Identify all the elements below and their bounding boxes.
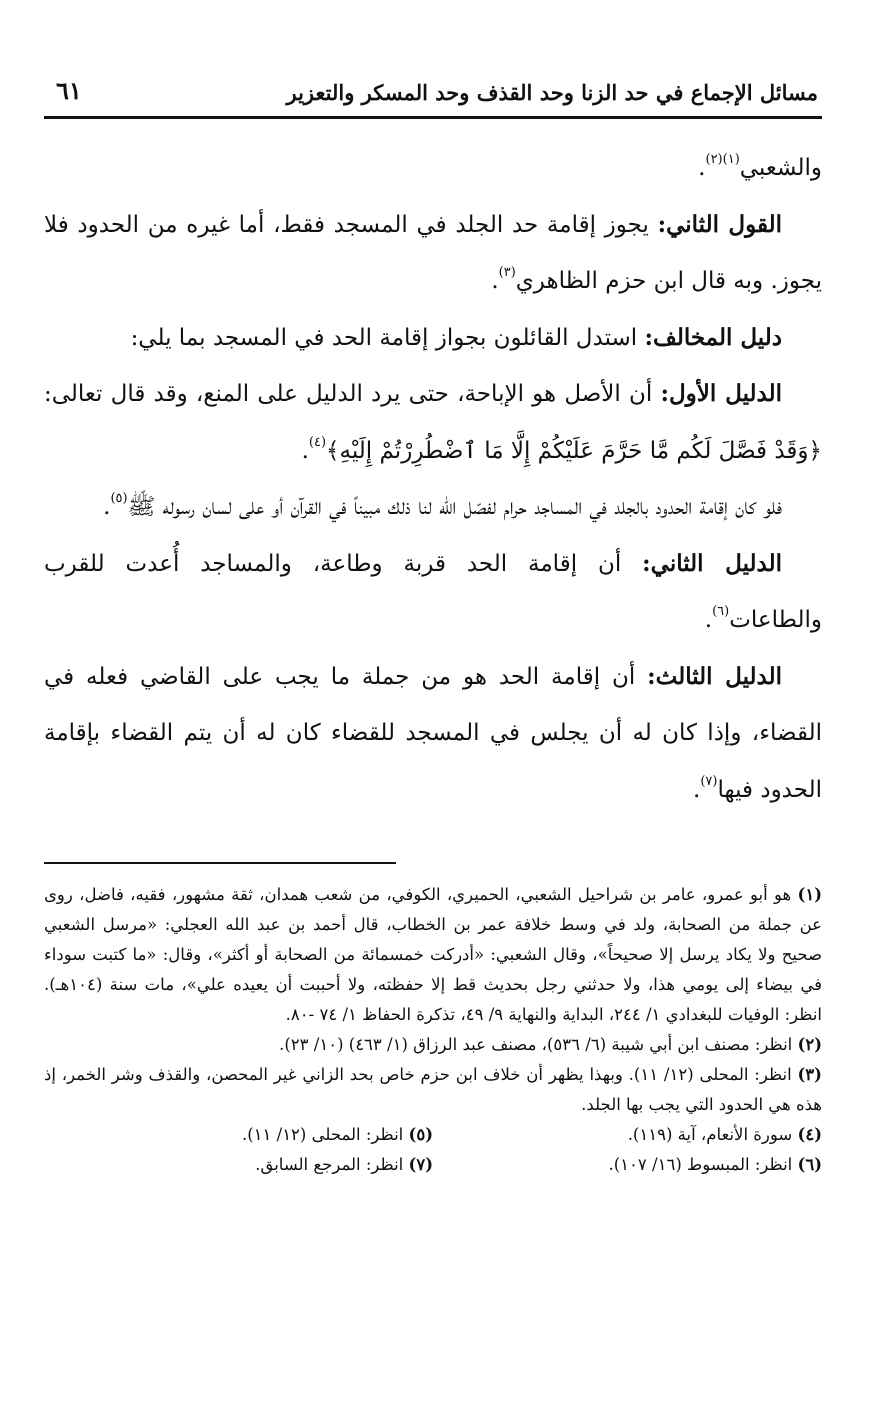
- running-header: [44, 72, 822, 119]
- footnote-ref: (٧): [700, 773, 718, 789]
- heading-first-evidence: الدليل الأول:: [660, 380, 782, 407]
- heading-second-opinion: القول الثاني:: [657, 210, 782, 238]
- footnote-4: (٤) سورة الأنعام، آية (١١٩).: [627, 1125, 822, 1144]
- page-number: ٦١: [56, 76, 82, 105]
- heading-opponent-evidence: دليل المخالف:: [644, 323, 782, 351]
- footnote-ref: (١)(٢): [705, 152, 740, 167]
- running-title: مسائل الإجماع في حد الزنا وحد القذف وحد المسكر والتعزير: [286, 80, 818, 105]
- main-text: [44, 140, 822, 818]
- footnote-6: (٦) انظر: المبسوط (١٦/ ١٠٧).: [608, 1155, 822, 1174]
- footnote-5: (٥) انظر: المحلى (١٢/ ١١).: [241, 1125, 433, 1144]
- footnote-ref: (٦): [712, 604, 730, 619]
- footnote-2: (٢) انظر: مصنف ابن أبي شيبة (٦/ ٥٣٦)، مصنف عبد الرزاق (١/ ٤٦٣) (١٠/ ٢٣).: [279, 1035, 822, 1054]
- paragraph-first-evidence: الدليل الأول: أن الأصل هو الإباحة، حتى يرد الدليل على المنع، وقد قال تعالى: ﴿وَقَدْ فَصَّلَ لَكُم مَّا حَرَّمَ عَلَيْكُمْ إِلَّا مَا ٱضْطُرِرْتُمْ إِلَيْهِ﴾$^{(٤)}$.: [44, 380, 822, 464]
- footnote-ref: (٥): [110, 491, 128, 506]
- footnote-row-6-7: [44, 1150, 822, 1180]
- footnote-divider: [44, 862, 396, 864]
- paragraph-third-evidence: الدليل الثالث: أن إقامة الحد هو من جملة ما يجب على القاضي فعله في القضاء، وإذا كان له أن يجلس في المسجد للقضاء كان له أن يتم القضاء بإقامة الحدود فيها$^{(٧)}$.: [44, 662, 822, 803]
- footnote-ref: (٣): [498, 265, 516, 280]
- footnote-3: (٣) انظر: المحلى (١٢/ ١١). وبهذا يظهر أن خلاف ابن حزم خاص بحد الزاني غير المحصن، والقذف وشر الخمر، إذ هذه هي الحدود التي يجب بها الجلد.: [44, 1065, 822, 1114]
- paragraph-first-evidence-cont: فلو كان إقامة الحدود بالجلد في المساجد حرام لفصّل الله لنا ذلك مبيناً في القرآن أو على لسان رسوله ﷺ$^{(٥)}$.: [103, 491, 782, 520]
- paragraph-second-evidence: الدليل الثاني: أن إقامة الحد قربة وطاعة، والمساجد أُعدت للقرب والطاعات$^{(٦)}$.: [44, 549, 822, 633]
- paragraph-continuation: والشعبي$^{(١)(٢)}$.: [698, 152, 822, 181]
- footnote-7: (٧) انظر: المرجع السابق.: [255, 1155, 433, 1174]
- book-page: [44, 0, 822, 1406]
- heading-third-evidence: الدليل الثالث:: [647, 662, 782, 690]
- footnote-ref: (٤): [308, 434, 327, 450]
- footnote-1: (١) هو أبو عمرو، عامر بن شراحيل الشعبي، الحميري، الكوفي، من شعب همدان، ثقة مشهور، فقيه، فاضل، روى عن جملة من الصحابة، ولد في وسط خلافة عمر بن الخطاب، قال أحمد بن عبد الله العجلي: «مرسل الشعبي صحيح ولا يكاد يرسل إلا صحيحاً»، وقال الشعبي: «أدركت خمسمائة من الصحابة أو أكثر»، وقال: «ما كتبت سوداء في بيضاء إلى يومي هذا، ولا حدثني رجل بحديث قط إلا حفظته، ولا أحببت أن يعيده علي»، مات سنة (١٠٤هـ). انظر: الوفيات للبغدادي ١/ ٢٤٤، البداية والنهاية ٩/ ٤٩، تذكرة الحفاظ ١/ ٧٤ -٨٠.: [44, 885, 823, 1024]
- footnote-row-4-5: [44, 1120, 822, 1150]
- paragraph-second-opinion: القول الثاني: يجوز إقامة حد الجلد في المسجد فقط، أما غيره من الحدود فلا يجوز. وبه قال ابن حزم الظاهري$^{(٣)}$.: [44, 210, 822, 294]
- paragraph-opponent-evidence: دليل المخالف: استدل القائلون بجواز إقامة الحد في المسجد بما يلي:: [130, 323, 782, 351]
- heading-second-evidence: الدليل الثاني:: [642, 549, 782, 577]
- footnotes: [44, 880, 822, 1180]
